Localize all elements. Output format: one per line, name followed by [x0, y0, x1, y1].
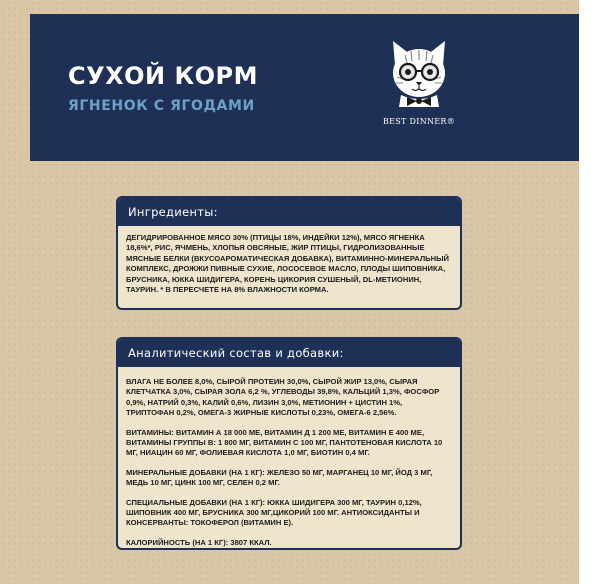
product-title: СУХОЙ КОРМ — [68, 62, 258, 90]
vitamins-text: ВИТАМИНЫ: ВИТАМИН А 18 000 МЕ, ВИТАМИН Д 1 200 МЕ, ВИТАМИН Е 400 МЕ, ВИТАМИНЫ ГРУППЫ В: 1 800 МГ, ВИТАМИН С 100 МГ, ПАНТОТЕНОВАЯ КИСЛОТА 10 МГ, НИАЦИН 60 МГ, ФОЛИЕВАЯ КИСЛОТА 1,0 МГ, БИОТИН 0,4 МГ. — [126, 427, 443, 458]
special-additives-text: СПЕЦИАЛЬНЫЕ ДОБАВКИ (НА 1 КГ): ЮККА ШИДИГЕРА 300 МГ, ТАУРИН 0,12%, ШИПОВНИК 400 МГ, БРУСНИКА 300 МГ,ЦИКОРИЙ 100 МГ. АНТИОКСИДАНТЫ И КОНСЕРВАНТЫ: ТОКОФЕРОЛ (ВИТАМИН Е). — [126, 497, 422, 528]
analysis-panel — [116, 337, 462, 550]
calories-text: КАЛОРИЙНОСТЬ (НА 1 КГ): 3807 ККАЛ. — [126, 537, 272, 547]
brand-logo — [372, 37, 466, 135]
page-edge — [579, 0, 597, 584]
ingredients-panel — [116, 196, 462, 310]
brand-name: BEST DINNER® — [382, 117, 456, 126]
product-subtitle: ЯГНЕНОК С ЯГОДАМИ — [68, 98, 255, 114]
cat-with-glasses-and-bowtie-icon — [383, 37, 455, 115]
composition-text: ВЛАГА НЕ БОЛЕЕ 8,0%, СЫРОЙ ПРОТЕИН 30,0%, СЫРОЙ ЖИР 13,0%, СЫРАЯ КЛЕТЧАТКА 3,0%, СЫРАЯ ЗОЛА 6,2 %, УГЛЕВОДЫ 39,8%, КАЛЬЦИЙ 1,3%, ФОСФОР 0,9%, НАТРИЙ 0,3%, КАЛИЙ 0,6%, ЛИЗИН 3,0%, МЕТИОНИН + ЦИСТИН 1%, ТРИПТОФАН 0,2%, ОМЕГА-3 ЖИРНЫЕ КИСЛОТЫ 0,23%, ОМЕГА-6 2,56%. — [126, 377, 440, 418]
ingredients-heading: Ингредиенты: — [118, 198, 460, 226]
analysis-heading: Аналитический состав и добавки: — [118, 339, 460, 367]
ingredients-text: ДЕГИДРИРОВАННОЕ МЯСО 30% (ПТИЦЫ 18%, ИНДЕЙКИ 12%), МЯСО ЯГНЕНКА 18,6%*, РИС, ЯЧМЕНЬ, ХЛОПЬЯ ОВСЯНЫЕ, ЖИР ПТИЦЫ, ГИДРОЛИЗОВАННЫЕ МЯСНЫЕ БЕЛКИ (ВКУСОАРОМАТИЧЕСКАЯ ДОБАВКА), ВИТАМИННО-МИНЕРАЛЬНЫЙ КОМПЛЕКС, ДРОЖЖИ ПИВНЫЕ СУХИЕ, ЛОСОСЕВОЕ МАСЛО, ПЛОДЫ ШИПОВНИКА, БРУСНИКА, ЮККА ШИДИГЕРА, КОРЕНЬ ЦИКОРИЯ СУШЕНЫЙ, DL-МЕТИОНИН, ТАУРИН. * В ПЕРЕСЧЕТЕ НА 8% ВЛАЖНОСТИ КОРМА. — [126, 233, 450, 295]
minerals-text: МИНЕРАЛЬНЫЕ ДОБАВКИ (НА 1 КГ): ЖЕЛЕЗО 50 МГ, МАРГАНЕЦ 10 МГ, ЙОД 3 МГ, МЕДЬ 10 МГ, ЦИНК 100 МГ, СЕЛЕН 0,2 МГ. — [126, 467, 433, 488]
